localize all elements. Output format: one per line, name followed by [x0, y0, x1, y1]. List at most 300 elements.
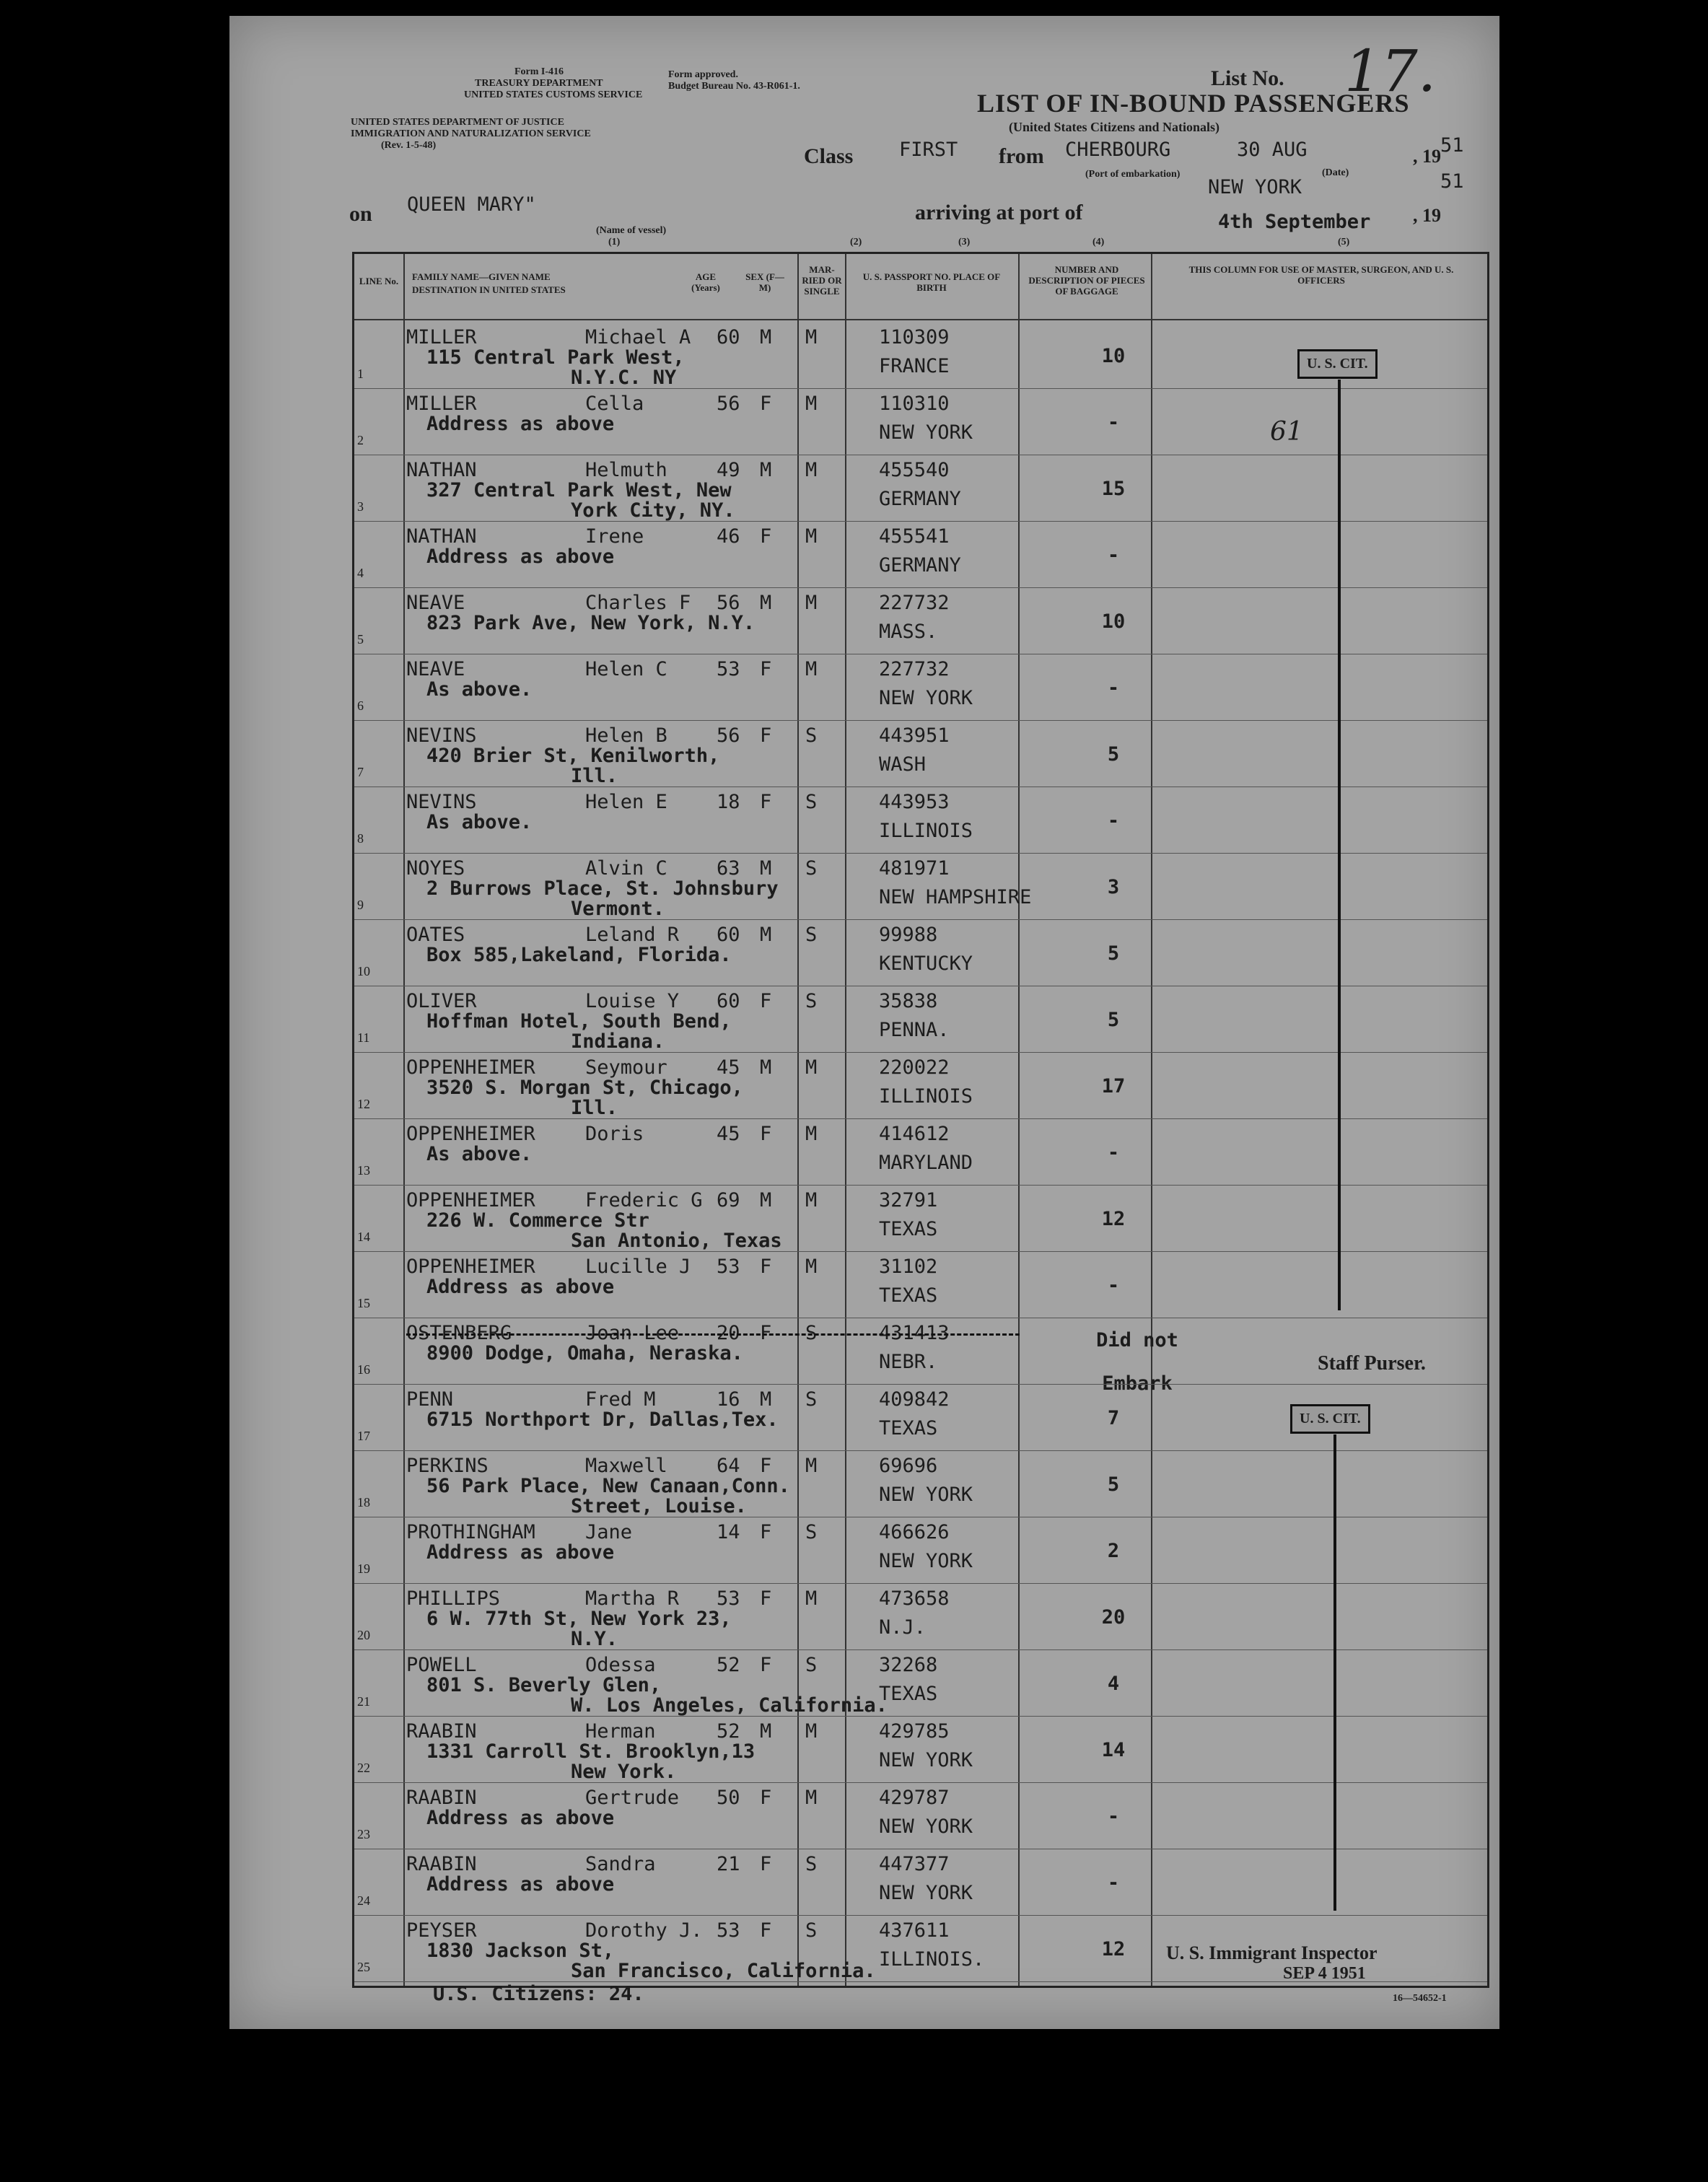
table-row [354, 589, 1487, 656]
passport-number: 227732 [879, 658, 950, 680]
address-line-1: 115 Central Park West, [426, 346, 685, 369]
line-number: 2 [357, 433, 364, 447]
baggage-count: - [1107, 677, 1120, 699]
given-name: Sandra [585, 1853, 656, 1875]
family-name: RAABIN [406, 1853, 477, 1875]
given-name: Seymour [585, 1056, 667, 1079]
class-label: Class [804, 144, 854, 168]
given-name: Doris [585, 1123, 644, 1145]
line-number: 23 [357, 1827, 370, 1841]
given-name: Charles F [585, 592, 691, 614]
col-head-age: AGE (Years) [691, 271, 720, 293]
family-name: NEVINS [406, 724, 477, 747]
passport-number: 227732 [879, 592, 950, 614]
place-of-birth: NEBR. [879, 1351, 938, 1373]
col-number-2: (2) [850, 237, 862, 247]
list-no-label: List No. [1211, 66, 1284, 90]
passport-number: 431413 [879, 1322, 950, 1344]
age: 53 [717, 1256, 740, 1278]
arrival-year: 51 [1440, 170, 1464, 193]
sex: F [760, 791, 772, 813]
passport-number: 220022 [879, 1056, 950, 1079]
line-number: 13 [357, 1163, 370, 1178]
line-number: 11 [357, 1030, 370, 1045]
age: 53 [717, 658, 740, 680]
place-of-birth: NEW YORK [879, 1550, 973, 1572]
table-row [354, 1850, 1487, 1917]
table-row [354, 1784, 1487, 1851]
age: 50 [717, 1787, 740, 1809]
form-code: 16—54652-1 [1393, 1993, 1447, 2004]
family-name: NATHAN [406, 525, 477, 548]
sex: F [760, 1919, 772, 1942]
age: 63 [717, 857, 740, 880]
family-name: RAABIN [406, 1787, 477, 1809]
table-row [354, 1253, 1487, 1320]
sex: F [760, 1455, 772, 1477]
given-name: Alvin C [585, 857, 667, 880]
age: 56 [717, 724, 740, 747]
family-name: OPPENHEIMER [406, 1056, 535, 1079]
marital-status: S [805, 1521, 818, 1543]
baggage-count: 5 [1107, 1473, 1120, 1496]
baggage-count: - [1107, 1872, 1120, 1894]
place-of-birth: TEXAS [879, 1683, 938, 1705]
age: 52 [717, 1654, 740, 1676]
table-row [354, 1717, 1487, 1784]
family-name: PENN [406, 1388, 454, 1411]
col-head-officers: THIS COLUMN FOR USE OF MASTER, SURGEON, AND U. S. OFFICERS [1188, 264, 1454, 286]
table-row [354, 522, 1487, 590]
address-line-1: As above. [426, 1143, 533, 1165]
address-line-1: 420 Brier St, Kenilworth, [426, 745, 720, 767]
baggage-count: 10 [1101, 345, 1126, 367]
age: 56 [717, 592, 740, 614]
baggage-count: 5 [1107, 942, 1120, 965]
col-number-4: (4) [1092, 237, 1105, 247]
address-line-1: As above. [426, 678, 533, 701]
marital-status: M [805, 459, 818, 481]
sex: F [760, 724, 772, 747]
address-line-2: Ill. [571, 765, 618, 787]
marital-status: M [805, 1787, 818, 1809]
given-name: Lucille J [585, 1256, 691, 1278]
line-number: 3 [357, 499, 364, 514]
line-number: 21 [357, 1694, 370, 1709]
marital-status: M [805, 1455, 818, 1477]
given-name: Helmuth [585, 459, 667, 481]
place-of-birth: ILLINOIS [879, 1085, 973, 1108]
age: 45 [717, 1056, 740, 1079]
address-line-1: Box 585,Lakeland, Florida. [426, 944, 732, 966]
baggage-count: 7 [1107, 1407, 1120, 1429]
family-name: POWELL [406, 1654, 477, 1676]
baggage-count: 2 [1107, 1540, 1120, 1562]
address-line-1: Address as above [426, 1873, 615, 1896]
address-line-2: San Francisco, California. [571, 1960, 876, 1982]
marital-status: S [805, 1919, 818, 1942]
place-of-birth: NEW YORK [879, 1882, 973, 1904]
table-row [354, 1053, 1487, 1121]
given-name: Louise Y [585, 990, 680, 1012]
line-number: 8 [357, 831, 364, 846]
given-name: Odessa [585, 1654, 656, 1676]
address-line-1: Address as above [426, 546, 615, 568]
address-line-2: Indiana. [571, 1030, 665, 1053]
table-row [354, 722, 1487, 789]
baggage-count: 3 [1107, 876, 1120, 898]
sex: F [760, 1521, 772, 1543]
sex: F [760, 1853, 772, 1875]
passport-number: 455541 [879, 525, 950, 548]
strike-through [406, 1333, 1020, 1336]
passenger-table [352, 252, 1489, 1988]
marital-status: M [805, 1720, 818, 1743]
address-line-1: 1331 Carroll St. Brooklyn,13 [426, 1740, 756, 1763]
given-name: Helen E [585, 791, 667, 813]
sex: F [760, 658, 772, 680]
page-title: LIST OF IN-BOUND PASSENGERS [977, 89, 1410, 118]
us-citizens-total: U.S. Citizens: 24. [433, 1983, 644, 2005]
family-name: OSTENBERG [406, 1322, 512, 1344]
form-approved: Form approved. [668, 69, 738, 80]
given-name: Jane [585, 1521, 633, 1543]
passport-number: 481971 [879, 857, 950, 880]
address-line-1: Hoffman Hotel, South Bend, [426, 1010, 732, 1033]
rev-label: (Rev. 1-5-48) [381, 140, 437, 151]
line-number: 7 [357, 765, 364, 779]
place-of-birth: FRANCE [879, 355, 950, 377]
address-line-1: 6 W. 77th St, New York 23, [426, 1608, 732, 1630]
sex: M [760, 1189, 772, 1212]
marital-status: M [805, 1056, 818, 1079]
baggage-count: 15 [1101, 478, 1126, 500]
address-line-2: N.Y. [571, 1628, 618, 1650]
sex: F [760, 1654, 772, 1676]
given-name: Herman [585, 1720, 656, 1743]
staff-purser: Staff Purser. [1318, 1352, 1426, 1375]
line-number: 10 [357, 964, 370, 978]
passport-number: 35838 [879, 990, 938, 1012]
col-head-baggage: NUMBER AND DESCRIPTION OF PIECES OF BAGGAGE [1028, 264, 1145, 297]
sex: M [760, 459, 772, 481]
address-line-1: 8900 Dodge, Omaha, Neraska. [426, 1342, 743, 1364]
family-name: NEAVE [406, 658, 465, 680]
given-name: Helen C [585, 658, 667, 680]
passport-number: 473658 [879, 1587, 950, 1610]
table-row [354, 1651, 1487, 1718]
baggage-count: 12 [1101, 1938, 1126, 1960]
inspector-date: SEP 4 1951 [1283, 1964, 1366, 1983]
address-line-1: 327 Central Park West, New [426, 479, 732, 501]
age: 52 [717, 1720, 740, 1743]
col-head-passport: U. S. PASSPORT NO. PLACE OF BIRTH [862, 271, 1001, 293]
sex: F [760, 990, 772, 1012]
address-line-1: 56 Park Place, New Canaan,Conn. [426, 1475, 790, 1497]
address-line-1: 6715 Northport Dr, Dallas,Tex. [426, 1408, 779, 1431]
table-row [354, 1585, 1487, 1652]
year-prefix: , 19 [1413, 146, 1441, 167]
col-number-3: (3) [958, 237, 971, 247]
line-number: 18 [357, 1495, 370, 1510]
place-of-birth: MARYLAND [879, 1152, 973, 1174]
age: 60 [717, 326, 740, 349]
line-number: 24 [357, 1893, 370, 1908]
family-name: OPPENHEIMER [406, 1123, 535, 1145]
age: 20 [717, 1322, 740, 1344]
address-line-1: Address as above [426, 1807, 615, 1829]
place-of-birth: KENTUCKY [879, 952, 973, 975]
from-label: from [999, 144, 1044, 168]
line-number: 20 [357, 1628, 370, 1642]
sex: F [760, 1322, 772, 1344]
passport-number: 32268 [879, 1654, 938, 1676]
us-cit-stamp-2: U. S. CIT. [1290, 1404, 1370, 1434]
given-name: Frederic G [585, 1189, 703, 1212]
place-of-birth: NEW YORK [879, 1484, 973, 1506]
table-row [354, 1452, 1487, 1519]
given-name: Irene [585, 525, 644, 548]
given-name: Fred M [585, 1388, 656, 1411]
line-number: 1 [357, 367, 364, 381]
ins-label: IMMIGRATION AND NATURALIZATION SERVICE [351, 128, 591, 139]
family-name: MILLER [406, 393, 477, 415]
passport-number: 455540 [879, 459, 950, 481]
sex: M [760, 326, 772, 349]
passport-number: 99988 [879, 924, 938, 946]
place-of-birth: GERMANY [879, 488, 961, 510]
address-line-1: 801 S. Beverly Glen, [426, 1674, 662, 1696]
arrival-date: 4th September [1218, 211, 1371, 233]
age: 60 [717, 924, 740, 946]
address-line-2: York City, NY. [571, 499, 735, 522]
table-row [354, 854, 1487, 921]
col-head-line-no: LINE No. [359, 276, 399, 286]
col-head-destination: DESTINATION IN UNITED STATES [412, 284, 566, 295]
family-name: OLIVER [406, 990, 477, 1012]
family-name: NOYES [406, 857, 465, 880]
sex: M [760, 1056, 772, 1079]
address-line-1: 1830 Jackson St, [426, 1940, 615, 1962]
age: 21 [717, 1853, 740, 1875]
age: 53 [717, 1587, 740, 1610]
given-name: Maxwell [585, 1455, 667, 1477]
address-line-1: 823 Park Ave, New York, N.Y. [426, 612, 756, 634]
passport-number: 447377 [879, 1853, 950, 1875]
address-line-2: San Antonio, Texas [571, 1230, 782, 1252]
table-row [354, 1186, 1487, 1253]
line-number: 19 [357, 1561, 370, 1576]
margin-number: 61 [1270, 417, 1303, 447]
line-number: 22 [357, 1761, 370, 1775]
age: 69 [717, 1189, 740, 1212]
page-subtitle: (United States Citizens and Nationals) [1009, 120, 1220, 134]
embark-caption: (Port of embarkation) [1085, 169, 1181, 180]
given-name: Helen B [585, 724, 667, 747]
sex: M [760, 924, 772, 946]
form-number: Form I-416 [514, 66, 564, 77]
year-value: 51 [1440, 134, 1464, 157]
place-of-birth: GERMANY [879, 554, 961, 577]
passport-number: 110309 [879, 326, 950, 349]
passport-number: 466626 [879, 1521, 950, 1543]
marital-status: S [805, 1388, 818, 1411]
family-name: NATHAN [406, 459, 477, 481]
place-of-birth: TEXAS [879, 1218, 938, 1240]
place-of-birth: ILLINOIS [879, 820, 973, 842]
place-of-birth: NEW YORK [879, 421, 973, 444]
col-head-family: FAMILY NAME—GIVEN NAME [412, 271, 551, 282]
marital-status: S [805, 1853, 818, 1875]
family-name: PEYSER [406, 1919, 477, 1942]
marital-status: M [805, 393, 818, 415]
passport-number: 110310 [879, 393, 950, 415]
passport-number: 443951 [879, 724, 950, 747]
passport-number: 429787 [879, 1787, 950, 1809]
sex: F [760, 1123, 772, 1145]
manifest-sheet [229, 16, 1499, 2029]
class-value: FIRST [899, 139, 958, 161]
baggage-count: - [1107, 1142, 1120, 1164]
baggage-count: - [1107, 544, 1120, 566]
baggage-count: 12 [1101, 1208, 1126, 1230]
sex: M [760, 1720, 772, 1743]
baggage-count: 5 [1107, 1009, 1120, 1031]
line-number: 6 [357, 698, 364, 713]
family-name: PROTHINGHAM [406, 1521, 535, 1543]
passport-number: 31102 [879, 1256, 938, 1278]
marital-status: M [805, 658, 818, 680]
marital-status: S [805, 724, 818, 747]
address-line-2: N.Y.C. NY [571, 367, 677, 389]
marital-status: M [805, 592, 818, 614]
line-number: 15 [357, 1296, 370, 1310]
us-cit-stamp: U. S. CIT. [1297, 349, 1378, 379]
marital-status: M [805, 1123, 818, 1145]
passport-number: 429785 [879, 1720, 950, 1743]
vessel-caption: (Name of vessel) [596, 225, 667, 236]
table-row [354, 921, 1487, 988]
family-name: PHILLIPS [406, 1587, 501, 1610]
address-line-1: Address as above [426, 1276, 615, 1298]
given-name: Dorothy J. [585, 1919, 703, 1942]
family-name: OPPENHEIMER [406, 1189, 535, 1212]
passport-number: 69696 [879, 1455, 938, 1477]
place-of-birth: TEXAS [879, 1417, 938, 1440]
marital-status: M [805, 326, 818, 349]
family-name: MILLER [406, 326, 477, 349]
given-name: Cella [585, 393, 644, 415]
embark-port: CHERBOURG [1065, 139, 1171, 161]
line-number: 9 [357, 898, 364, 912]
on-label: on [349, 202, 372, 226]
table-row [354, 390, 1487, 457]
sex: F [760, 1256, 772, 1278]
family-name: OPPENHEIMER [406, 1256, 535, 1278]
age: 56 [717, 393, 740, 415]
address-line-2: Ill. [571, 1097, 618, 1119]
given-name: Joan Lee [585, 1322, 680, 1344]
address-line-2: Street, Louise. [571, 1495, 747, 1517]
line-number: 17 [357, 1429, 370, 1443]
arrow-line-2 [1333, 1434, 1336, 1911]
table-row [354, 1518, 1487, 1585]
date-caption: (Date) [1322, 167, 1349, 178]
marital-status: S [805, 857, 818, 880]
customs-label: UNITED STATES CUSTOMS SERVICE [464, 89, 643, 100]
marital-status: M [805, 1189, 818, 1212]
address-line-1: Address as above [426, 1541, 615, 1564]
passport-number: 443953 [879, 791, 950, 813]
line-number: 12 [357, 1097, 370, 1111]
address-line-1: 226 W. Commerce Str [426, 1209, 649, 1232]
place-of-birth: NEW HAMPSHIRE [879, 886, 1032, 908]
baggage-count: 10 [1101, 610, 1126, 633]
col-number-1: (1) [608, 237, 621, 247]
arrival-year-prefix: , 19 [1413, 205, 1441, 226]
table-row [354, 1120, 1487, 1187]
marital-status: S [805, 1322, 818, 1344]
age: 49 [717, 459, 740, 481]
given-name: Leland R [585, 924, 680, 946]
line-number: 14 [357, 1230, 370, 1244]
place-of-birth: TEXAS [879, 1284, 938, 1307]
treasury-label: TREASURY DEPARTMENT [475, 78, 603, 89]
address-line-2: W. Los Angeles, California. [571, 1694, 888, 1717]
sex: F [760, 393, 772, 415]
marital-status: M [805, 1587, 818, 1610]
inspector-title: U. S. Immigrant Inspector [1166, 1942, 1378, 1963]
marital-status: S [805, 924, 818, 946]
arrival-port: NEW YORK [1208, 176, 1302, 198]
list-no-value: 17. [1344, 38, 1437, 105]
embark-date: 30 AUG [1237, 139, 1308, 161]
sex: M [760, 1388, 772, 1411]
col-head-married: MAR-RIED OR SINGLE [802, 264, 842, 297]
table-row [354, 788, 1487, 855]
arrow-line [1338, 380, 1341, 1310]
age: 53 [717, 1919, 740, 1942]
place-of-birth: WASH [879, 753, 927, 776]
given-name: Michael A [585, 326, 691, 349]
passport-number: 32791 [879, 1189, 938, 1212]
passport-number: 414612 [879, 1123, 950, 1145]
age: 46 [717, 525, 740, 548]
baggage-count: 17 [1101, 1075, 1126, 1097]
age: 64 [717, 1455, 740, 1477]
given-name: Gertrude [585, 1787, 680, 1809]
place-of-birth: N.J. [879, 1616, 927, 1639]
address-line-1: Address as above [426, 413, 615, 435]
vessel-name: QUEEN MARY" [407, 193, 536, 216]
sex: M [760, 857, 772, 880]
marital-status: S [805, 791, 818, 813]
sex: F [760, 1787, 772, 1809]
col-number-5: (5) [1338, 237, 1350, 247]
line-number: 5 [357, 632, 364, 647]
age: 45 [717, 1123, 740, 1145]
sex: M [760, 592, 772, 614]
baggage-count: - [1107, 411, 1120, 434]
place-of-birth: NEW YORK [879, 1749, 973, 1771]
address-line-2: Vermont. [571, 898, 665, 920]
place-of-birth: NEW YORK [879, 687, 973, 709]
baggage-count: - [1107, 1805, 1120, 1828]
table-row [354, 987, 1487, 1054]
given-name: Martha R [585, 1587, 680, 1610]
line-number: 4 [357, 566, 364, 580]
sex: F [760, 525, 772, 548]
